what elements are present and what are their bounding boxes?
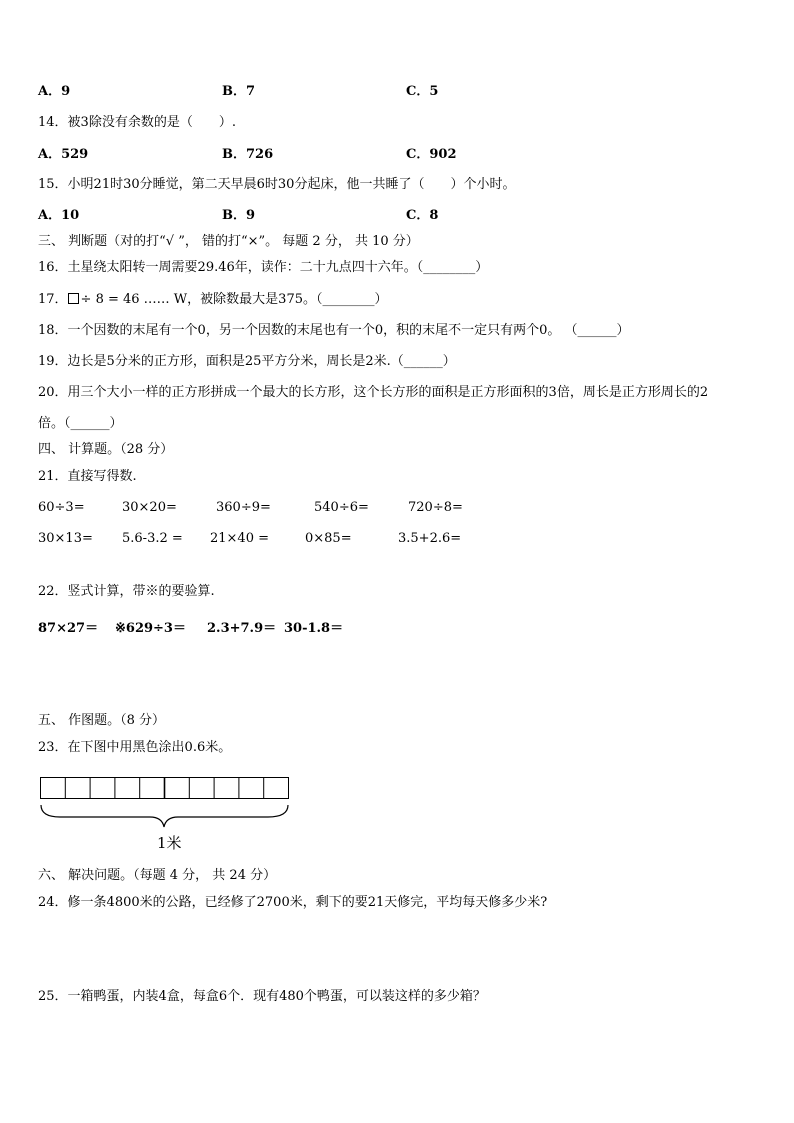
q15-stem: 15．小明21时30分睡觉，第二天早晨6时30分起床，他一共睡了（ ）个小时。 (38, 177, 516, 192)
section-3-title: 三、 判断题（对的打“√ ”， 错的打“×”。 每题 2 分， 共 10 分） (38, 234, 419, 249)
q23-stem: 23．在下图中用黑色涂出0.6米。 (38, 740, 232, 755)
q17-text: ÷ 8 = 46 …… W，被除数最大是375。（________） (80, 292, 388, 307)
q13-option-b: B．7 (222, 84, 256, 99)
blank-square-icon (68, 293, 79, 304)
q24: 24．修一条4800米的公路，已经修了2700米，剩下的要21天修完，平均每天修多少米? (38, 895, 548, 910)
q16: 16．土星绕太阳转一周需要29.46年，读作：二十九点四十六年。（________） (38, 260, 489, 275)
q22-item: 30-1.8＝ (284, 621, 344, 636)
q14-option-a: A．529 (38, 147, 89, 162)
q20-line-1: 20．用三个大小一样的正方形拼成一个最大的长方形，这个长方形的面积是正方形面积的3倍，周长是正方形周长的2 (38, 385, 709, 400)
q21-row1-item: 720÷8= (408, 500, 463, 515)
section-6-title: 六、 解决问题。（每题 4 分， 共 24 分） (38, 868, 277, 883)
section-4-title: 四、 计算题。（28 分） (38, 442, 174, 457)
q22-item: ※629÷3＝ (115, 621, 186, 636)
q22-item: 87×27＝ (38, 621, 99, 636)
brace-icon (41, 805, 288, 827)
q23-label: 1米 (157, 834, 182, 852)
q14-stem: 14．被3除没有余数的是（ ）. (38, 115, 236, 130)
q15-option-c: C．8 (406, 208, 439, 223)
q19: 19．边长是5分米的正方形，面积是25平方分米，周长是2米.（______） (38, 354, 456, 369)
q21-stem: 21．直接写得数. (38, 469, 137, 484)
q13-option-c: C．5 (406, 84, 439, 99)
q17 (38, 292, 387, 308)
q20-line-2: 倍。（______） (38, 416, 123, 431)
q14-option-c: C．902 (406, 147, 457, 162)
q13-option-a: A．9 (38, 84, 71, 99)
q21-row2-item: 3.5+2.6= (398, 531, 462, 546)
q21-row1-item: 60÷3= (38, 500, 85, 515)
q17-number: 17． (38, 292, 68, 307)
q18: 18．一个因数的末尾有一个0，另一个因数的末尾也有一个0，积的末尾不一定只有两个0。 （______） (38, 323, 630, 338)
q15-option-a: A．10 (38, 208, 80, 223)
q22-stem: 22．竖式计算，带※的要验算. (38, 584, 215, 599)
q14-option-b: B．726 (222, 147, 274, 162)
q21-row1-item: 360÷9= (216, 500, 271, 515)
section-5-title: 五、 作图题。（8 分） (38, 713, 166, 728)
q21-row1-item: 540÷6= (314, 500, 369, 515)
q21-row2-item: 21×40 = (210, 531, 270, 546)
q21-row1-item: 30×20= (122, 500, 177, 515)
q21-row2-item: 0×85= (305, 531, 352, 546)
q21-row2-item: 30×13= (38, 531, 93, 546)
q21-row2-item: 5.6-3.2 = (122, 531, 183, 546)
q22-item: 2.3+7.9＝ (207, 621, 277, 636)
q15-option-b: B．9 (222, 208, 256, 223)
q25: 25．一箱鸭蛋，内装4盒，每盒6个．现有480个鸭蛋，可以装这样的多少箱？ (38, 989, 486, 1004)
